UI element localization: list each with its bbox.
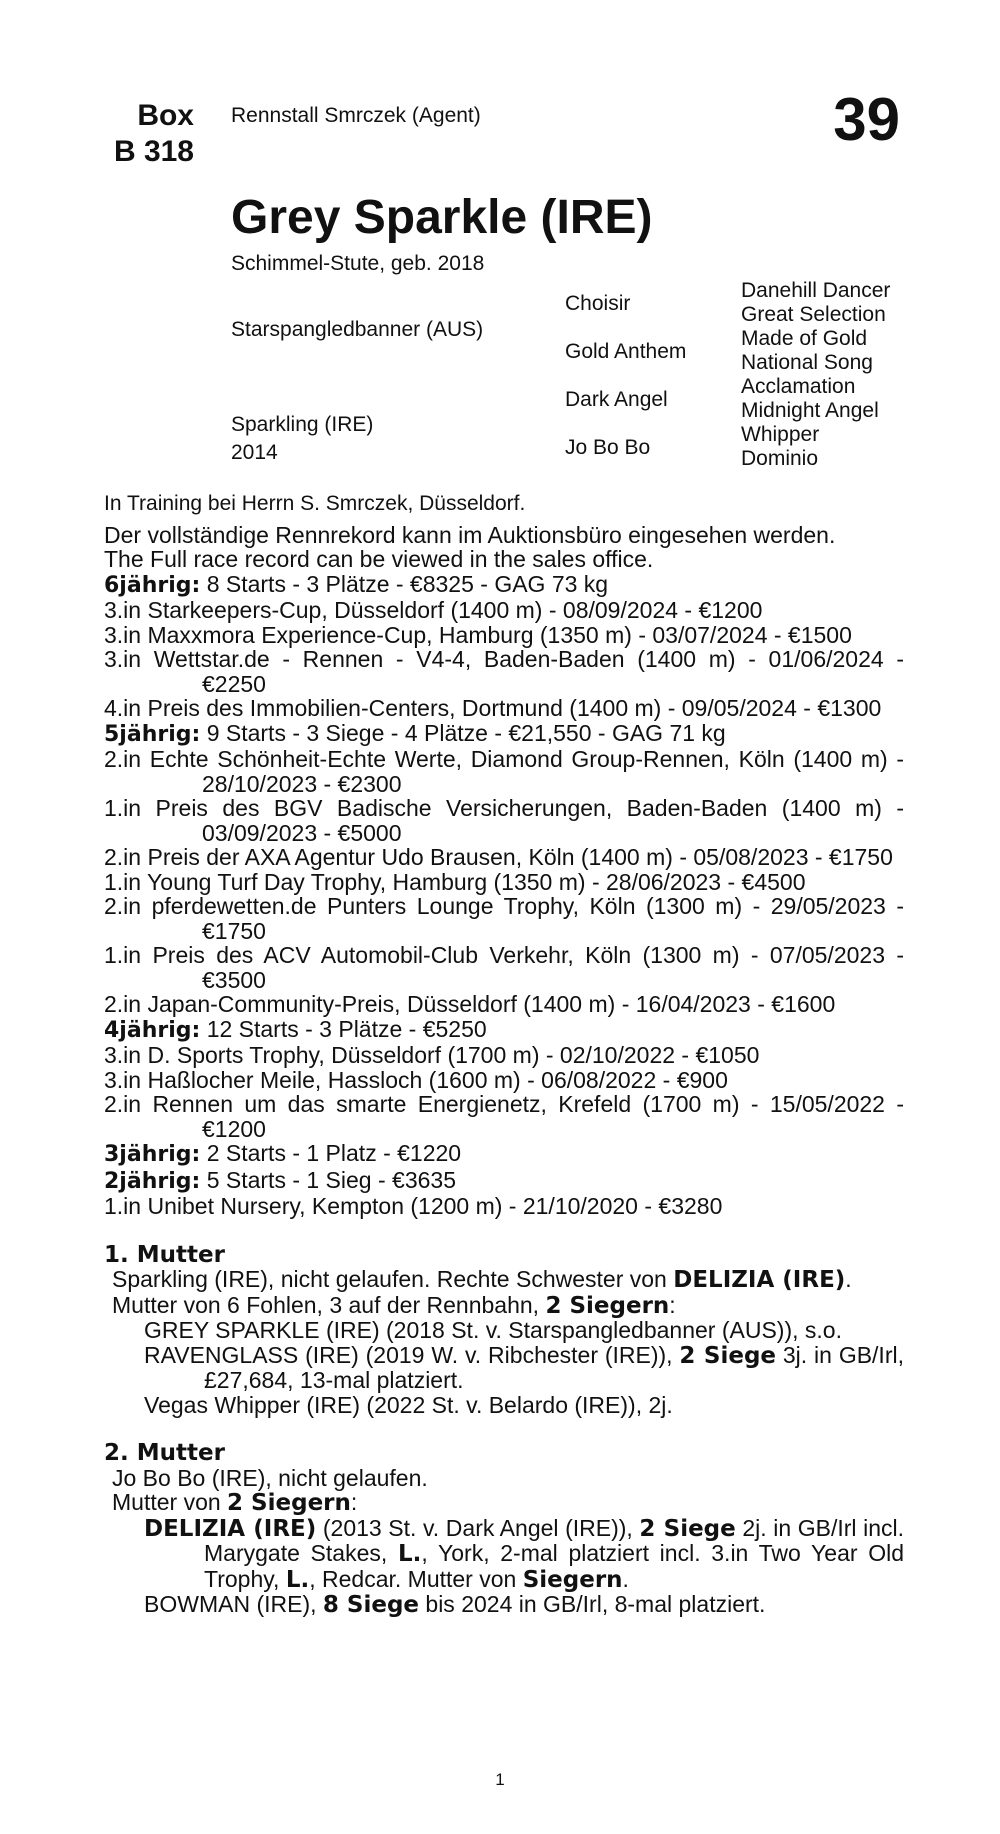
text-span: 3j. in GB/Irl, £27,684, 13-mal platziert.	[204, 1341, 904, 1393]
text-span: 2j. in GB/Irl incl. Marygate Stakes,	[204, 1514, 905, 1566]
box-label	[100, 98, 194, 170]
race-entry: 2.in pferdewetten.de Punters Lounge Trophy, Köln (1300 m) - 29/05/2023 - €1750	[104, 893, 904, 944]
year-label: 3jährig:	[104, 1142, 201, 1167]
box-number: B 318	[113, 135, 194, 168]
horse-description: Schimmel-Stute, geb. 2018	[231, 252, 485, 275]
text-span-bold: 2 Siege	[679, 1342, 777, 1369]
race-entry: 3.in Maxxmora Experience-Cup, Hamburg (1350 m) - 03/07/2024 - €1500	[104, 621, 852, 648]
text-span-bold: L.	[397, 1541, 422, 1567]
text-span: (2013 St. v. Dark Angel (IRE)),	[316, 1514, 640, 1541]
year-stats: 12 Starts - 3 Plätze - €5250	[206, 1015, 487, 1042]
offspring-entry	[104, 1516, 904, 1593]
training-note: In Training bei Herrn S. Smrczek, Düsseldorf.	[104, 492, 526, 515]
text-span: BOWMAN (IRE),	[144, 1591, 323, 1617]
page-number: 1	[495, 1770, 505, 1789]
race-entry: 1.in Unibet Nursery, Kempton (1200 m) - 21/10/2020 - €3280	[104, 1193, 723, 1219]
race-entry: 2.in Preis der AXA Agentur Udo Brausen, Köln (1400 m) - 05/08/2023 - €1750	[104, 844, 893, 870]
lot-number: 39	[833, 86, 900, 153]
race-entry: 2.in Echte Schönheit-Echte Werte, Diamond Group-Rennen, Köln (1400 m) - 28/10/2023 - €2300	[104, 746, 904, 797]
race-entry: 3.in Haßlocher Meile, Hassloch (1600 m) - 06/08/2022 - €900	[104, 1066, 728, 1093]
pedigree-gen3-item: Whipper	[741, 423, 820, 446]
race-record	[104, 492, 904, 1618]
race-entry: 4.in Preis des Immobilien-Centers, Dortmund (1400 m) - 09/05/2024 - €1300	[104, 695, 882, 721]
record-note-de: Der vollständige Rennrekord kann im Auktionsbüro eingesehen werden.	[104, 521, 836, 548]
pedigree-gen3-item: Made of Gold	[741, 327, 868, 350]
year-summary-2	[104, 1168, 904, 1195]
year-summary-4	[104, 1017, 904, 1044]
year-stats: 9 Starts - 3 Siege - 4 Plätze - €21,550 - GAG 71 kg	[206, 719, 726, 746]
text-span-bold: Siegern	[522, 1566, 623, 1593]
record-note-en: The Full race record can be viewed in the sales office.	[104, 546, 654, 572]
horse-name: Grey Sparkle (IRE)	[231, 191, 653, 244]
text-span-bold: L.	[285, 1566, 310, 1593]
race-entry: 3.in Starkeepers-Cup, Düsseldorf (1400 m) - 08/09/2024 - €1200	[104, 597, 763, 623]
text-span-bold: DELIZIA (IRE)	[144, 1515, 317, 1542]
text-span-bold: 2 Siege	[639, 1515, 736, 1542]
year-summary-5	[104, 721, 904, 748]
pedigree-gen3-item: Acclamation	[741, 375, 856, 398]
first-dam-line	[104, 1293, 904, 1319]
pedigree-gen3-item: Great Selection	[741, 303, 886, 326]
pedigree-gen2-2: Gold Anthem	[565, 340, 687, 363]
pedigree-dam-year: 2014	[231, 441, 278, 464]
pedigree-dam: Sparkling (IRE)	[231, 413, 374, 436]
second-dam-heading: 2. Mutter	[104, 1440, 225, 1466]
race-entry: 3.in D. Sports Trophy, Düsseldorf (1700 m) - 02/10/2022 - €1050	[104, 1042, 760, 1068]
text-span-bold: 2 Siegern	[545, 1292, 670, 1319]
box-word: Box	[137, 99, 194, 132]
pedigree-gen3-item: Dominio	[741, 447, 819, 470]
text-span: Mutter von 6 Fohlen, 3 auf der Rennbahn,	[112, 1291, 546, 1318]
pedigree-sire: Starspangledbanner (AUS)	[231, 318, 484, 341]
consignor: Rennstall Smrczek (Agent)	[231, 104, 481, 127]
pedigree-gen3	[741, 279, 890, 471]
text-span-bold: 8 Siege	[322, 1592, 420, 1618]
offspring-entry: GREY SPARKLE (IRE) (2018 St. v. Starspangledbanner (AUS)), s.o.	[144, 1317, 842, 1343]
year-stats: 5 Starts - 1 Sieg - €3635	[206, 1166, 456, 1193]
text-span-bold: 2 Siegern	[227, 1490, 351, 1516]
text-span: RAVENGLASS (IRE) (2019 W. v. Ribchester (IRE)),	[144, 1341, 680, 1368]
offspring-entry	[104, 1343, 904, 1393]
year-label: 2jährig:	[104, 1168, 201, 1194]
text-span: bis 2024 in GB/Irl, 8-mal platziert.	[419, 1591, 766, 1617]
year-label: 4jährig:	[104, 1017, 201, 1043]
race-entry: 1.in Preis des ACV Automobil-Club Verkehr, Köln (1300 m) - 07/05/2023 - €3500	[104, 942, 904, 993]
offspring-entry	[104, 1592, 904, 1618]
year-stats: 2 Starts - 1 Platz - €1220	[206, 1140, 462, 1166]
year-label: 5jährig:	[104, 721, 201, 747]
text-span: .	[845, 1266, 852, 1292]
first-dam-heading: 1. Mutter	[104, 1241, 225, 1268]
pedigree-gen3-item: Danehill Dancer	[741, 279, 891, 302]
race-entry: 2.in Japan-Community-Preis, Düsseldorf (1400 m) - 16/04/2023 - €1600	[104, 991, 836, 1017]
race-entry: 2.in Rennen um das smarte Energienetz, Krefeld (1700 m) - 15/05/2022 - €1200	[104, 1091, 904, 1142]
pedigree-gen2-1: Choisir	[565, 292, 631, 315]
race-entry: 3.in Wettstar.de - Rennen - V4-4, Baden-Baden (1400 m) - 01/06/2024 - €2250	[104, 646, 904, 697]
race-entry: 1.in Young Turf Day Trophy, Hamburg (1350 m) - 28/06/2023 - €4500	[104, 868, 806, 895]
text-span: Mutter von	[112, 1489, 228, 1515]
pedigree-gen2-3: Dark Angel	[565, 388, 668, 411]
text-span-bold: DELIZIA (IRE)	[673, 1267, 846, 1293]
text-span: , Redcar. Mutter von	[309, 1565, 523, 1592]
race-entry: 1.in Preis des BGV Badische Versicherungen, Baden-Baden (1400 m) - 03/09/2023 - €5000	[104, 795, 904, 846]
year-summary-3	[104, 1141, 904, 1168]
pedigree-gen2-4: Jo Bo Bo	[565, 436, 651, 459]
text-span: .	[622, 1565, 629, 1592]
text-span: :	[669, 1291, 676, 1318]
pedigree-gen3-item: National Song	[741, 351, 873, 374]
text-span: , York, 2-mal platziert incl. 3.in Two Year Old Trophy,	[204, 1540, 905, 1592]
year-summary-6	[104, 572, 904, 599]
offspring-entry: Vegas Whipper (IRE) (2022 St. v. Belardo (IRE)), 2j.	[144, 1391, 673, 1418]
pedigree-gen3-item: Midnight Angel	[741, 399, 879, 422]
second-dam-line	[104, 1490, 904, 1516]
year-label: 6jährig:	[104, 572, 201, 598]
second-dam-line: Jo Bo Bo (IRE), nicht gelaufen.	[112, 1464, 428, 1491]
first-dam-line	[104, 1267, 904, 1293]
text-span: Sparkling (IRE), nicht gelaufen. Rechte Schwester von	[112, 1266, 674, 1292]
text-span: :	[350, 1489, 358, 1515]
year-stats: 8 Starts - 3 Plätze - €8325 - GAG 73 kg	[206, 570, 609, 597]
